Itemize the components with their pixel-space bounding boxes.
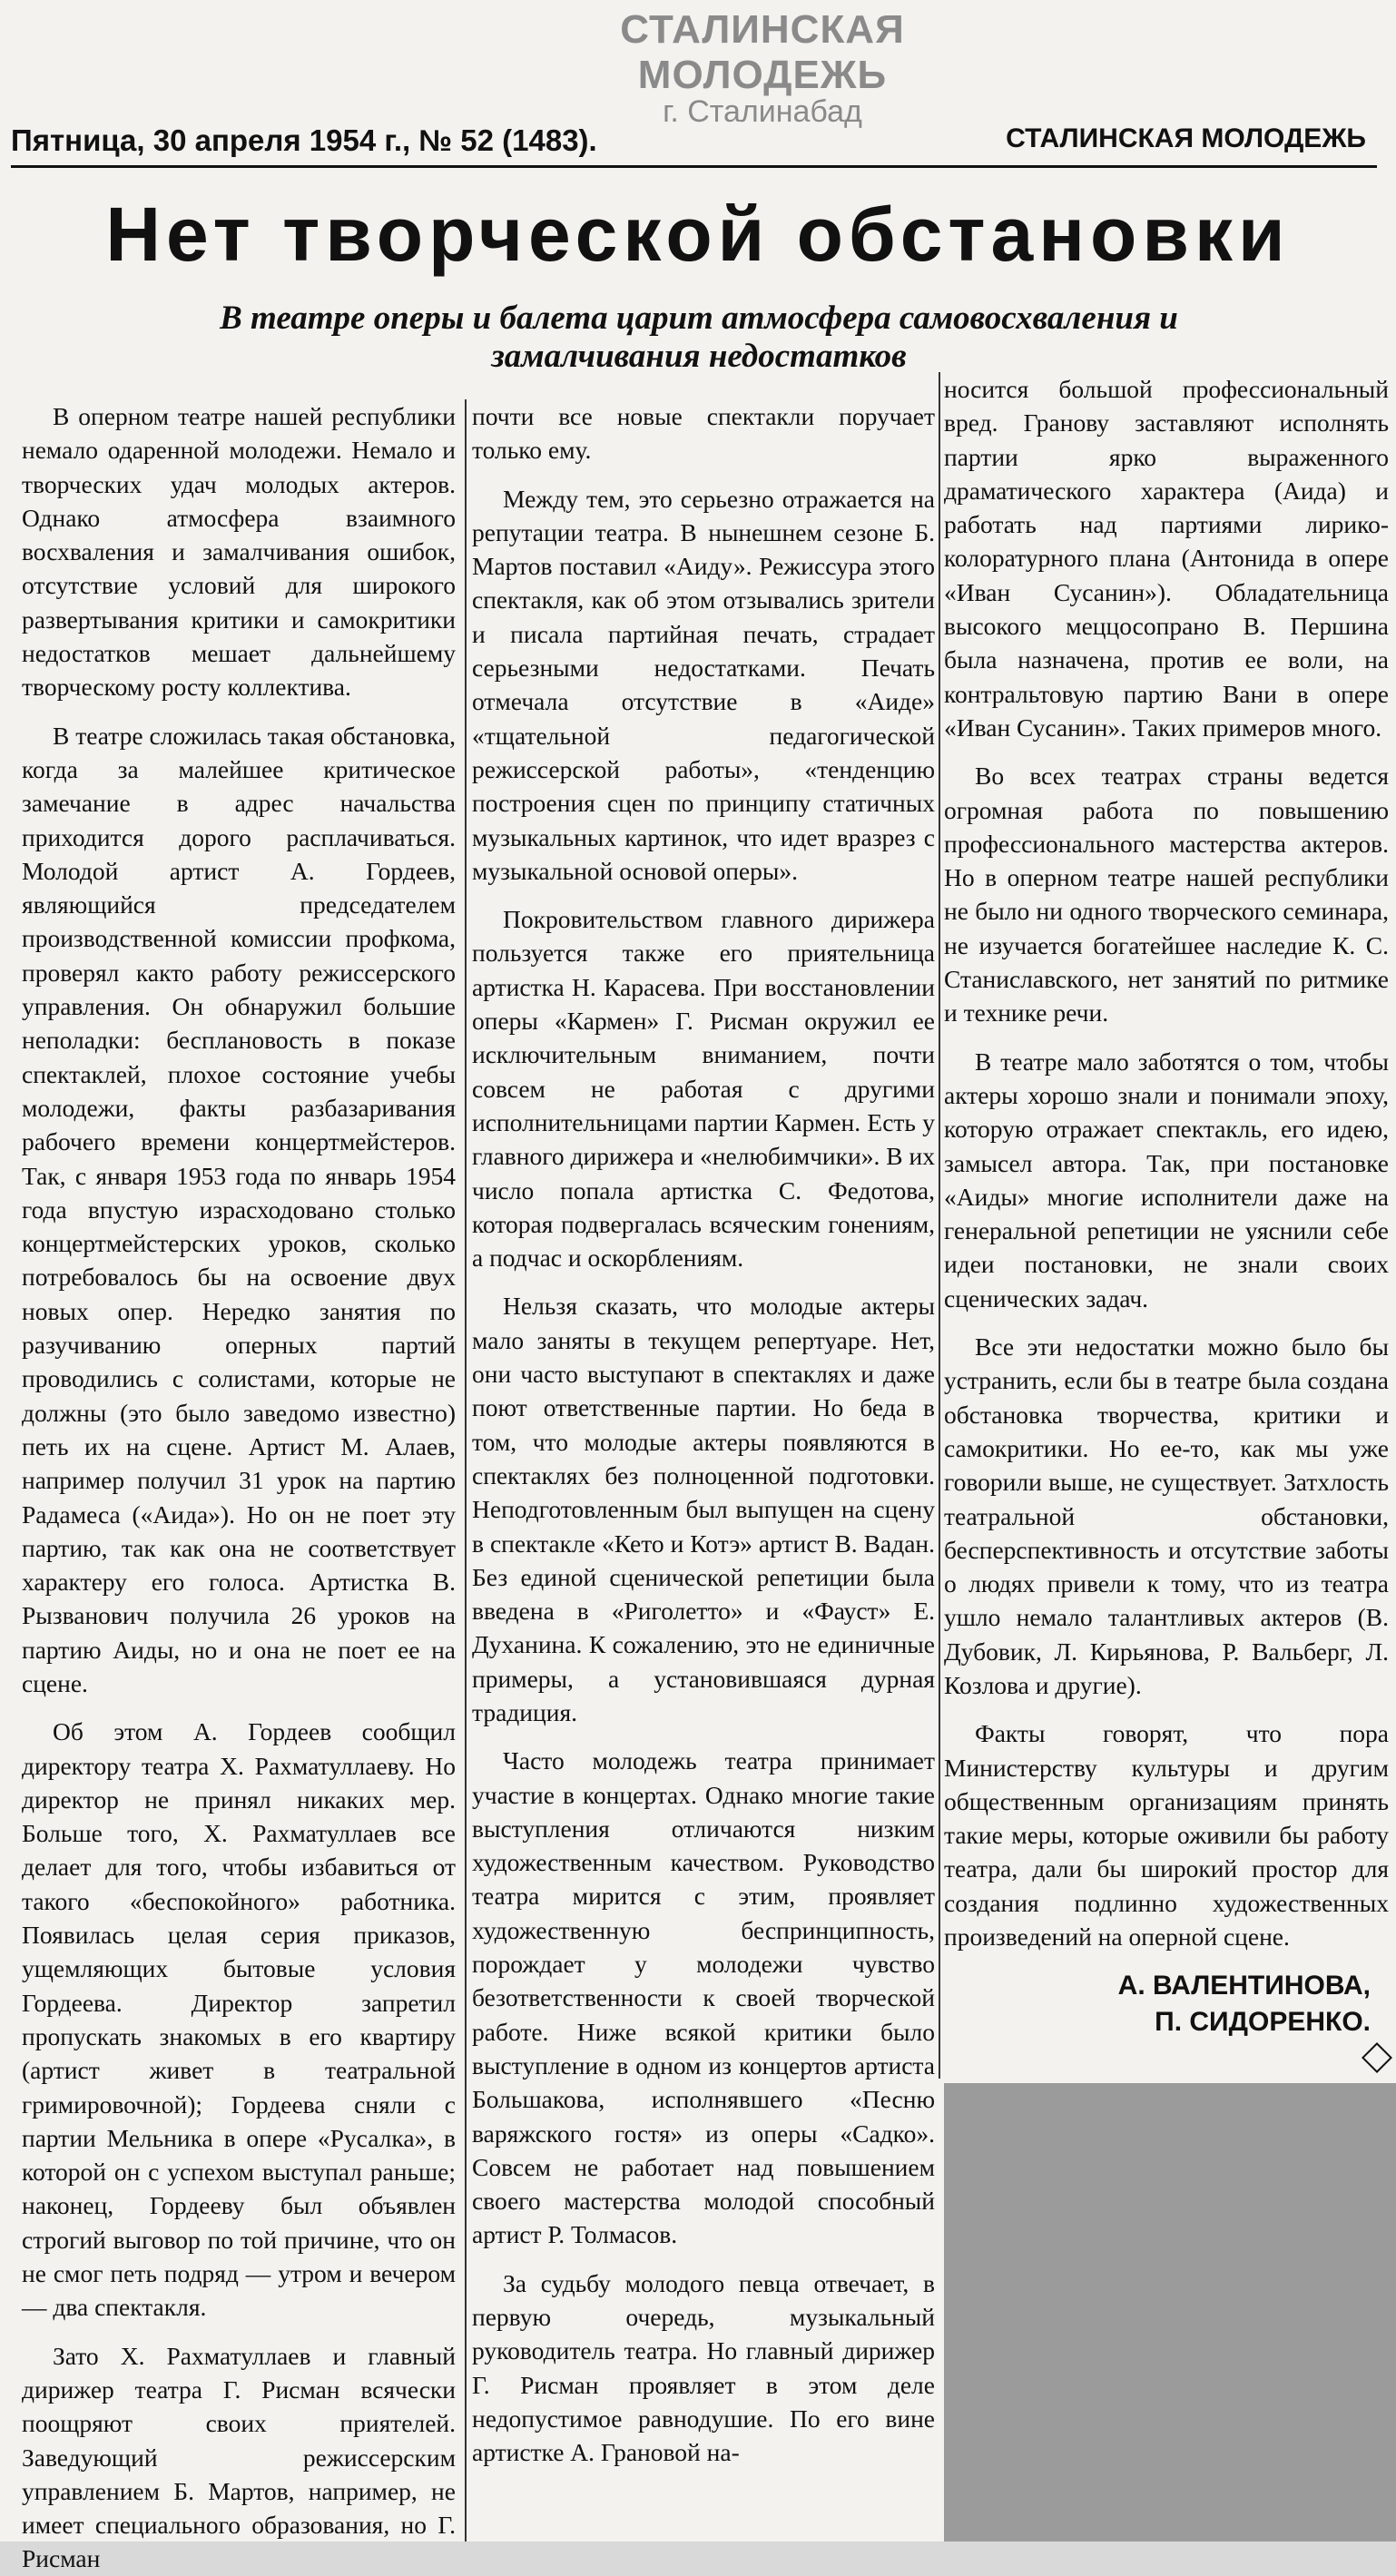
issue-date: Пятница, 30 апреля 1954 г., № 52 (1483). (11, 123, 597, 157)
article-column-1 (22, 399, 456, 2573)
column-divider (465, 399, 467, 2542)
stamp-city: г. Сталинабад (663, 94, 862, 129)
column-divider (939, 372, 940, 2079)
article-column-2 (472, 399, 935, 2542)
paragraph: Зато Х. Рахматуллаев и главный дирижер театра Г. Рисман всячески поощряют своих приятелей. Заведующий режиссерским управлением Б. Мартов, например, не имеет специального образования, но Г. Рисман (22, 2341, 456, 2573)
paragraph: Между тем, это серьезно отражается на репутации театра. В нынешнем сезоне Б. Мартов поставил «Аиду». Режиссура этого спектакля, как об этом отзывались зрители и писала партийная печать, страдает серьезными недостатками. Печать отмечала отсутствие в «Аиде» «тщательной педагогической режиссерской работы», «тенденцию построения сцен по принципу статичных музыкальных картинок, что идет вразрез с музыкальной основой оперы». (472, 484, 935, 885)
paragraph: Во всех театрах страны ведется огромная работа по повышению профессионального мастерства актеров. Но в оперном театре нашей республики не было ни одного творческого семинара, не изучается богатейшее наследие К. С. Станиславского, нет занятий по ритмике и технике речи. (944, 762, 1389, 1027)
newspaper-stamp (508, 7, 1017, 130)
clipping-cutout (944, 2083, 1396, 2542)
paragraph: В оперном театре нашей республики немало одаренной молодежи. Немало и творческих удач молодых актеров. Однако атмосфера взаимного восхваления и замалчивания ошибок, отсутствие условий для широкого развертывания критики и самокритики недостатков мешает дальнейшему творческому росту коллектива. (22, 402, 456, 702)
fold-mark (1362, 2042, 1392, 2073)
author-name: П. СИДОРЕНКО. (1155, 2007, 1371, 2038)
paragraph: Покровительством главного дирижера пользуется также его приятельница артистка Н. Карасева. При восстановлении оперы «Кармен» Г. Рисман окружил ее исключительным вниманием, почти совсем не работая с другими исполнительницами партии Кармен. Есть у главного дирижера и «нелюбимчики». В их число попала артистка С. Федотова, которая подвергалась всяческим гонениям, а подчас и оскорблениям. (472, 905, 935, 1273)
paragraph: Часто молодежь театра принимает участие в концертах. Однако многие такие выступления отличаются низким художественным качеством. Руководство театра мирится с этим, проявляет художественную беспринципность, порождает у молодежи чувство безответственности к своей творческой работе. Ниже всякой критики было выступление в одном из концертов артиста Большакова, исполнявшего «Песню варяжского гостя» из оперы «Садко». Совсем не работает над повышением своего мастерства молодой способный артист Р. Толмасов. (472, 1746, 935, 2249)
paragraph: почти все новые спектакли поручает только ему. (472, 402, 935, 465)
article-subheadline: В театре оперы и балета царит атмосфера самовосхваления и замалчивания недостатков (220, 300, 1178, 375)
paragraph: За судьбу молодого певца отвечает, в первую очередь, музыкальный руководитель театра. Но главный дирижер Г. Рисман проявляет в этом деле недопустимое равнодушие. По его вине артистке А. Грановой на- (472, 2268, 935, 2467)
paragraph: В театре сложилась такая обстановка, когда за малейшее критическое замечание в адрес начальства приходится дорого расплачиваться. Молодой артист А. Гордеев, являющийся председателем производственной комиссии профкома, проверял както работу режиссерского управления. Он обнаружил большие неполадки: бесплановость в показе спектаклей, плохое состояние учебы молодежи, факты разбазаривания рабочего времени концертмейстеров. Так, с января 1953 года по январь 1954 года впустую израсходовано столько концертмейстерских уроков, сколько потребовалось бы на освоение двух новых опер. Нередко занятия по разучиванию оперных партий проводились с солистами, которые не должны (это было заведомо известно) петь их на сцене. Артист М. Алаев, например получил 31 урок на партию Радамеса («Аида»). Но он не поет эту партию, так как она не соответствует характеру его голоса. Артистка В. Рызванович получила 26 уроков на партию Аиды, но и она не поет ее на сцене. (22, 721, 456, 1697)
dateline (11, 123, 1377, 168)
paragraph: Все эти недостатки можно было бы устранить, если бы в театре была создана обстановка творчества, критики и самокритики. Но ее-то, как мы уже говорили выше, не существует. Затхлость театральной обстановки, бесперспективность и отсутствие заботы о людях привели к тому, что из театра ушло немало талантливых актеров (В. Дубовик, Л. Кирьянова, Р. Вальберг, Л. Козлова и другие). (944, 1332, 1389, 1699)
paragraph: Нельзя сказать, что молодые актеры мало заняты в текущем репертуаре. Нет, они часто выступают в спектаклях и даже поют ответственные партии. Но беда в том, что молодые актеры появляются в спектаклях без полноценной подготовки. Неподготовленным был выпущен на сцену в спектакле «Кето и Котэ» артист В. Вадан. Без единой сценической репетиции была введена в «Риголетто» и «Фауст» Е. Духанина. К сожалению, это не единичные примеры, а установившаяся дурная традиция. (472, 1292, 935, 1726)
paragraph: Об этом А. Гордеев сообщил директору театра Х. Рахматуллаеву. Но директор не принял никаких мер. Больше того, Х. Рахматуллаев все делает для того, чтобы избавиться от такого «беспокойного» работника. Появилась целая серия приказов, ущемляющих бытовые условия Гордеева. Директор запретил пропускать знакомых в его квартиру (артист живет в театральной гримировочной); Гордеева сняли с партии Мельника в опере «Русалка», в которой он с успехом выступал раньше; наконец, Гордееву был объявлен строгий выговор по той причине, что он не смог петь подряд — утром и вечером — два спектакля. (22, 1717, 456, 2322)
article-column-3 (944, 372, 1389, 2038)
article-authors (944, 1968, 1371, 2040)
paragraph: носится большой профессиональный вред. Гранову заставляют исполнять партии ярко выраженного драматического характера (Аида) и работать над партиями лирико-колоратурного плана (Антонида в опере «Иван Сусанин»). Обладательница высокого меццосопрано В. Першина была назначена, против ее воли, на контральтовую партию Вани в опере «Иван Сусанин». Таких примеров много. (944, 375, 1389, 742)
stamp-newspaper-name: СТАЛИНСКАЯ МОЛОДЕЖЬ (620, 7, 905, 97)
author-name: А. ВАЛЕНТИНОВА, (1117, 1971, 1371, 2001)
article-headline: Нет творческой обстановки (105, 192, 1291, 277)
paragraph: В театре мало заботятся о том, чтобы актеры хорошо знали и понимали эпоху, которую отражает спектакль, его идею, замысел автора. Так, при постановке «Аиды» многие исполнители даже на генеральной репетиции не уяснили себе идеи постановки, не знали своих сценических задач. (944, 1047, 1389, 1313)
paragraph: Факты говорят, что пора Министерству культуры и другим общественным организациям принять такие меры, которые оживили бы работу театра, дали бы широкий простор для создания подлинно художественных произведений на оперной сцене. (944, 1719, 1389, 1952)
paper-name: СТАЛИНСКАЯ МОЛОДЕЖЬ (1006, 123, 1366, 153)
